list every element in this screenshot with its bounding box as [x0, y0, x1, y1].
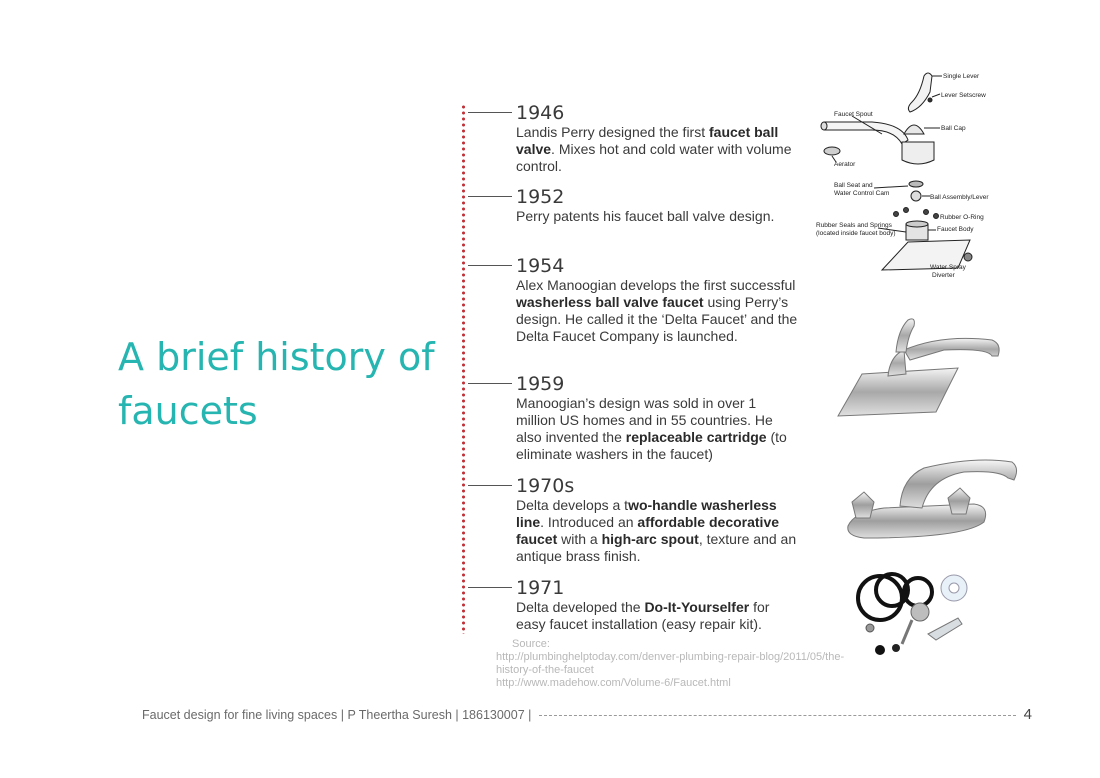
page-number: 4 — [1023, 706, 1032, 723]
timeline-description — [516, 124, 798, 175]
label-water-spray: Water Spray — [930, 264, 966, 271]
source-link-2[interactable]: http://www.madehow.com/Volume-6/Faucet.html — [496, 677, 731, 689]
body-text: using Perry’s design. He called it the ‘Delta Faucet’ and the Delta Faucet Company is launched. — [516, 294, 798, 344]
timeline-description — [516, 395, 798, 463]
timeline-entry-1970s — [468, 475, 798, 565]
timeline-year: 1952 — [516, 186, 565, 208]
source-link-1[interactable]: http://plumbinghelptoday.com/denver-plumbing-repair-blog/2011/05/the-history-of-the-faucet — [496, 651, 845, 676]
timeline-description — [516, 599, 798, 633]
highlight-text: wo-handle washerless line — [516, 497, 777, 530]
body-text: Delta develops a t — [516, 497, 629, 513]
label-lever-setscrew: Lever Setscrew — [941, 92, 986, 99]
label-single-lever: Single Lever — [943, 73, 980, 80]
timeline-year: 1954 — [516, 255, 565, 277]
label-ball-cap: Ball Cap — [941, 125, 966, 132]
label-diverter: Diverter — [932, 272, 955, 279]
single-lever-faucet-image — [832, 316, 1008, 428]
body-text: with a — [557, 531, 602, 547]
label-rubber-oring: Rubber O-Ring — [940, 214, 984, 221]
timeline-year: 1946 — [516, 102, 565, 124]
body-text: (to eliminate washers in the faucet) — [516, 429, 787, 462]
timeline-entry-1959 — [468, 373, 798, 463]
timeline-description — [516, 497, 798, 565]
timeline-description — [516, 208, 798, 225]
body-text: Delta developed the — [516, 599, 645, 615]
label-rubber-seals-note: (located inside faucet body) — [816, 230, 896, 237]
label-rubber-seals: Rubber Seals and Springs — [816, 222, 892, 229]
timeline-entry-1952 — [468, 186, 798, 225]
highlight-text: affordable decorative faucet — [516, 514, 780, 547]
timeline-year: 1959 — [516, 373, 565, 395]
footer-text: Faucet design for fine living spaces | P Theertha Suresh | 186130007 | — [142, 707, 532, 722]
footer — [142, 706, 1032, 723]
highlight-text: faucet ball valve — [516, 124, 779, 157]
body-text: . Introduced an — [540, 514, 638, 530]
footer-dashed-rule — [539, 715, 1015, 716]
timeline-tick — [468, 112, 512, 113]
source-citation — [496, 638, 846, 690]
timeline-dotted-line — [462, 104, 465, 634]
timeline-year: 1970s — [516, 475, 575, 497]
timeline-entry-1946 — [468, 102, 798, 175]
body-text: . Mixes hot and cold water with volume control. — [516, 141, 792, 174]
faucet-exploded-diagram — [812, 64, 992, 286]
two-handle-faucet-image — [844, 452, 1020, 544]
timeline-tick — [468, 485, 512, 486]
source-label: Source: — [512, 638, 550, 650]
body-text: , texture and an antique brass finish. — [516, 531, 797, 564]
body-text: Manoogian’s design was sold in over 1 million US homes and in 55 countries. He also invented the — [516, 395, 773, 445]
highlight-text: high-arc spout — [601, 531, 699, 547]
label-water-control-cam: Water Control Cam — [834, 190, 890, 197]
label-faucet-body: Faucet Body — [937, 226, 974, 233]
label-aerator: Aerator — [834, 161, 856, 168]
label-ball-assembly: Ball Assembly/Lever — [930, 194, 989, 201]
body-text: Alex Manoogian develops the first successful — [516, 277, 796, 293]
label-ball-seat: Ball Seat and — [834, 182, 873, 189]
timeline-entry-1954 — [468, 255, 798, 345]
timeline-entry-1971 — [468, 577, 798, 633]
highlight-text: Do-It-Yourselfer — [644, 599, 750, 615]
timeline-tick — [468, 265, 512, 266]
repair-kit-image — [852, 568, 972, 660]
slide-title: A brief history of faucets — [118, 335, 435, 433]
timeline-year: 1971 — [516, 577, 565, 599]
body-text: Landis Perry designed the first — [516, 124, 709, 140]
timeline-tick — [468, 196, 512, 197]
timeline-tick — [468, 383, 512, 384]
highlight-text: washerless ball valve faucet — [516, 294, 704, 310]
timeline-tick — [468, 587, 512, 588]
body-text: for easy faucet installation (easy repair kit). — [516, 599, 770, 632]
label-faucet-spout: Faucet Spout — [834, 111, 873, 118]
highlight-text: replaceable cartridge — [625, 429, 767, 445]
timeline-description — [516, 277, 798, 345]
body-text: Perry patents his faucet ball valve design. — [516, 208, 775, 224]
